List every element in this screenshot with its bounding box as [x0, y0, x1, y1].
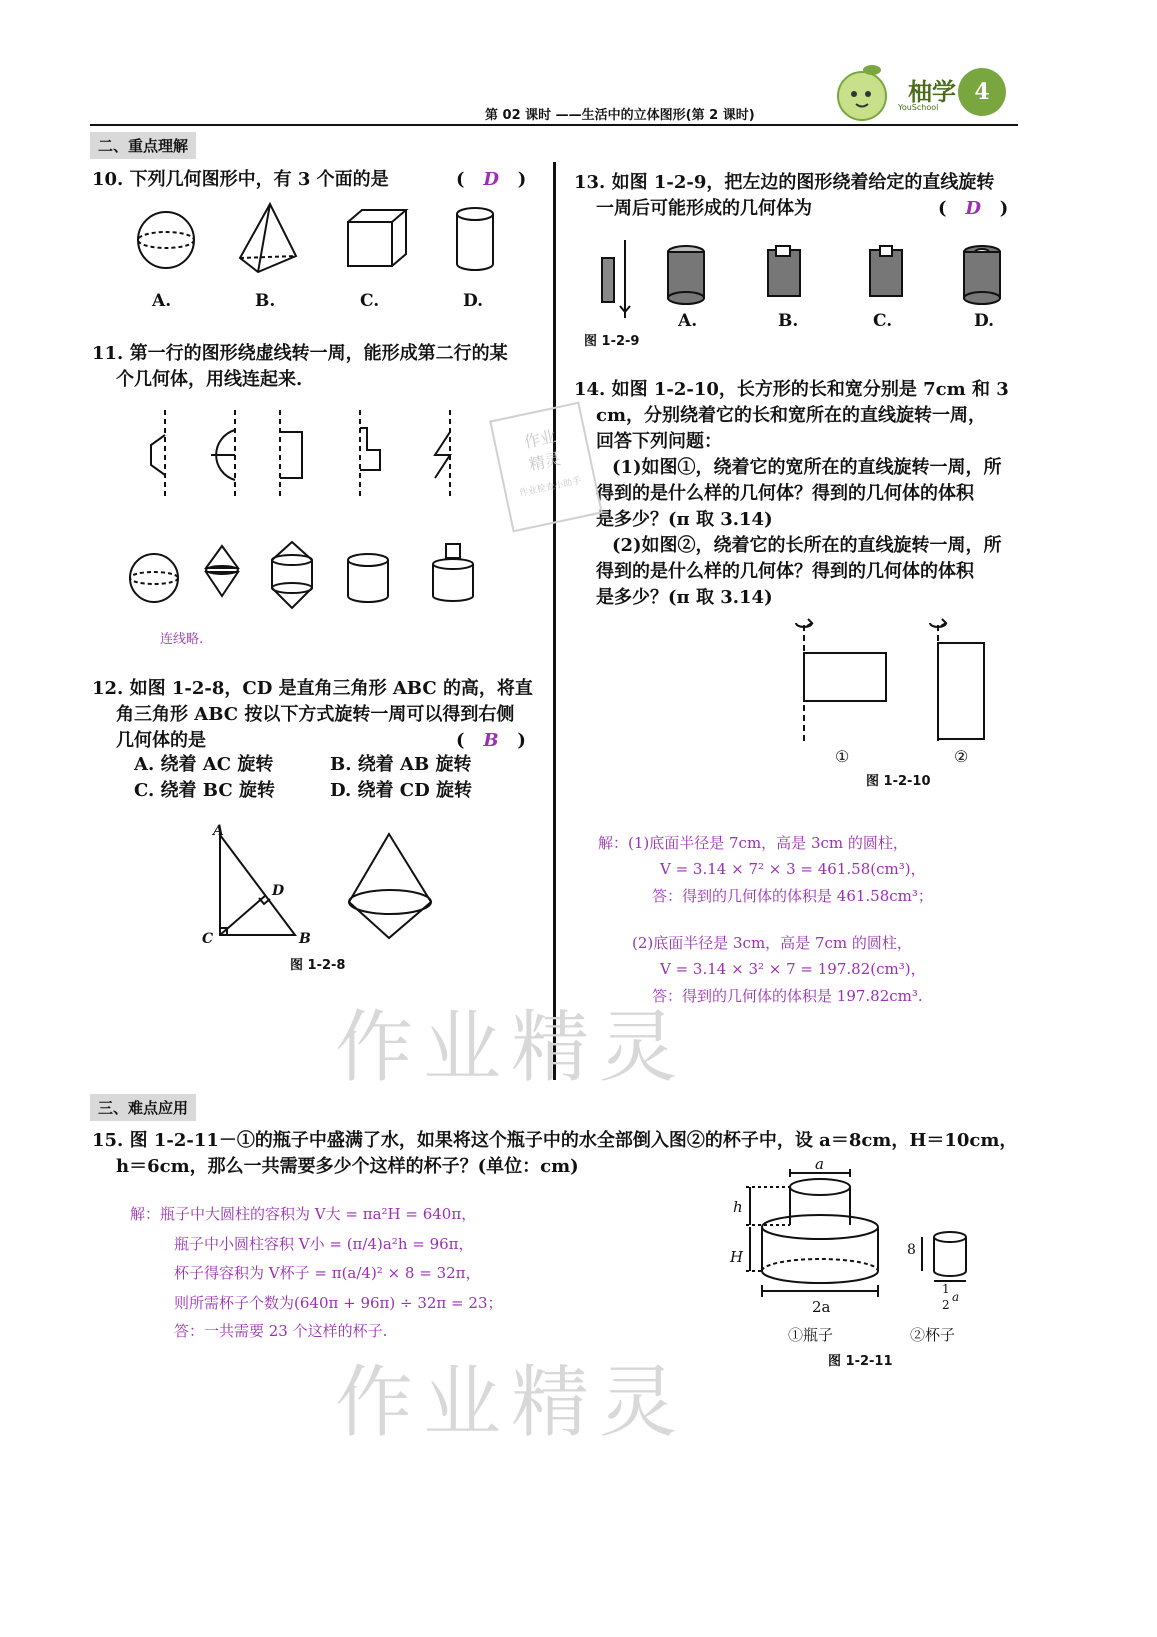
q11-text-line2: 个几何体，用线连起来. — [116, 369, 303, 390]
watermark-stamp — [489, 402, 603, 533]
cube-shape — [348, 210, 406, 266]
q10-option-c: C. — [360, 291, 380, 311]
q15-line1: 15. 图 1-2-11－①的瓶子中盛满了水，如果将这个瓶子中的水全部倒入图②的杯子中，设 a＝8cm，H＝10cm， — [92, 1130, 1018, 1151]
q12-answer: B — [483, 730, 499, 751]
q15-solution-line2: 瓶子中小圆柱容积 V小 = (π/4)a²h = 96π， — [174, 1235, 474, 1253]
stamp-line2: 精灵 — [527, 449, 563, 475]
q11-text-line1: 11. 第一行的图形绕虚线转一周，能形成第二行的某 — [92, 343, 508, 364]
q13-line2: 一周后可能形成的几何体为 — [596, 198, 812, 219]
q13-option-a: A. — [678, 311, 698, 331]
q14-solution-2-line1: (2)底面半径是 3cm，高是 7cm 的圆柱， — [632, 934, 912, 952]
watermark-main-1: 作业精灵 — [335, 1003, 688, 1093]
q11-solid-figures — [130, 540, 490, 620]
q14-line3: 回答下列问题： — [596, 431, 722, 452]
q12-answer-bracket: ( B ) — [456, 730, 526, 751]
q14-line6: 是多少？(π 取 3.14) — [596, 509, 773, 530]
q12-point-b: B — [299, 931, 311, 947]
q13-figure — [598, 236, 1028, 326]
q14-line1: 14. 如图 1-2-10，长方形的长和宽分别是 7cm 和 3 — [574, 379, 1009, 400]
q14-line4: (1)如图①，绕着它的宽所在的直线旋转一周，所 — [612, 457, 1002, 478]
brand-subtitle: YouSchool — [898, 103, 939, 112]
q12-option-c: C. 绕着 BC 旋转 — [134, 780, 275, 801]
q15-fig-half-a: a — [952, 1290, 960, 1304]
stamp-line3: 作业检查小助手 — [518, 476, 583, 499]
page-number: 4 — [974, 79, 990, 105]
cylinder-shape — [457, 208, 493, 270]
q13-line1: 13. 如图 1-2-9，把左边的图形绕着给定的直线旋转 — [574, 172, 995, 193]
q14-rectangles-figure — [790, 617, 1010, 747]
watermark-main-2: 作业精灵 — [335, 1358, 688, 1448]
q14-solution-1-line1: 解：(1)底面半径是 7cm，高是 3cm 的圆柱， — [598, 834, 908, 852]
q12-option-d: D. 绕着 CD 旋转 — [330, 780, 472, 801]
q13-option-c: C. — [873, 311, 893, 331]
brand-name: 柚学 — [908, 78, 956, 106]
q14-solution-2-line2: V = 3.14 × 3² × 7 = 197.82(cm³)， — [660, 960, 926, 978]
pyramid-shape — [240, 204, 296, 272]
q14-line5: 得到的是什么样的几何体？得到的几何体的体积 — [596, 483, 974, 504]
q10-shapes-figure — [130, 200, 550, 280]
section-title-difficult-application: 三、难点应用 — [90, 1094, 196, 1121]
q14-solution-1-line3: 答：得到的几何体的体积是 461.58cm³； — [652, 887, 933, 905]
q14-fig-caption: 图 1-2-10 — [866, 774, 931, 789]
q15-cup-label: ②杯子 — [910, 1326, 956, 1344]
lesson-title: 第 02 课时 ——生活中的立体图形(第 2 课时) — [485, 108, 755, 123]
q15-bottle-cup-figure — [720, 1165, 980, 1325]
q15-bottle-label: ①瓶子 — [788, 1326, 834, 1344]
q14-line2: cm，分别绕着它的长和宽所在的直线旋转一周， — [596, 405, 987, 426]
q12-line2: 角三角形 ABC 按以下方式旋转一周可以得到右侧 — [116, 704, 515, 725]
q15-fig-8: 8 — [907, 1242, 916, 1258]
q13-answer: D — [965, 198, 981, 219]
q10-option-d: D. — [463, 291, 484, 311]
q15-fig-caption: 图 1-2-11 — [828, 1354, 893, 1369]
q15-fig-a: a — [815, 1155, 824, 1173]
column-divider — [553, 162, 556, 1080]
q12-line3: 几何体的是 — [116, 730, 206, 751]
q13-fig-caption: 图 1-2-9 — [584, 334, 640, 349]
q15-solution-line4: 则所需杯子个数为(640π + 96π) ÷ 32π = 23； — [174, 1294, 503, 1312]
q15-line2: h＝6cm，那么一共需要多少个这样的杯子？(单位：cm) — [116, 1156, 579, 1177]
q13-answer-bracket: ( D ) — [938, 198, 1009, 219]
q10-answer: D — [483, 169, 499, 190]
q10-option-a: A. — [152, 291, 172, 311]
q12-option-a: A. 绕着 AC 旋转 — [134, 754, 274, 775]
q10-text: 10. 下列几何图形中，有 3 个面的是 — [92, 169, 389, 190]
header — [90, 60, 1020, 130]
q12-point-a: A — [213, 823, 224, 839]
q14-fig-label-1: ① — [835, 747, 850, 766]
q14-line7: (2)如图②，绕着它的长所在的直线旋转一周，所 — [612, 535, 1002, 556]
q15-solution-line1: 解：瓶子中大圆柱的容积为 V大 = πa²H = 640π， — [130, 1205, 477, 1223]
q15-fig-H: H — [730, 1248, 744, 1266]
q12-point-c: C — [202, 931, 214, 947]
q14-solution-2-line3: 答：得到的几何体的体积是 197.82cm³. — [652, 987, 923, 1005]
q12-point-d: D — [272, 883, 285, 899]
sphere-shape — [138, 212, 194, 268]
q10-answer-bracket: ( D ) — [456, 169, 527, 190]
header-rule — [90, 124, 1018, 126]
q12-triangle-figure — [210, 825, 320, 945]
q15-fig-half-num: 1 — [942, 1282, 950, 1296]
q12-line1: 12. 如图 1-2-8，CD 是直角三角形 ABC 的高，将直 — [92, 678, 533, 699]
q10-option-b: B. — [255, 291, 276, 311]
q14-line9: 是多少？(π 取 3.14) — [596, 587, 773, 608]
section-title-key-understanding: 二、重点理解 — [90, 132, 196, 159]
q15-fig-half-den: 2 — [942, 1298, 950, 1312]
q14-line8: 得到的是什么样的几何体？得到的几何体的体积 — [596, 561, 974, 582]
q14-fig-label-2: ② — [954, 747, 969, 766]
q14-solution-1-line2: V = 3.14 × 7² × 3 = 461.58(cm³)， — [660, 860, 926, 878]
q15-fig-h: h — [733, 1198, 743, 1216]
q12-double-cone-figure — [345, 830, 455, 945]
brand-logo-icon — [832, 60, 902, 130]
page-number-badge — [958, 68, 1006, 116]
q15-solution-line3: 杯子得容积为 V杯子 = π(a/4)² × 8 = 32π， — [174, 1264, 481, 1282]
q12-fig-caption: 图 1-2-8 — [290, 958, 346, 973]
q13-option-d: D. — [974, 311, 995, 331]
q13-option-b: B. — [778, 311, 799, 331]
q11-answer: 连线略. — [160, 632, 204, 647]
q12-option-b: B. 绕着 AB 旋转 — [330, 754, 472, 775]
stamp-line1: 作业 — [522, 426, 558, 452]
q15-fig-2a: 2a — [812, 1298, 831, 1316]
q15-solution-line5: 答：一共需要 23 个这样的杯子. — [174, 1322, 388, 1340]
q11-plane-figures — [145, 410, 505, 500]
